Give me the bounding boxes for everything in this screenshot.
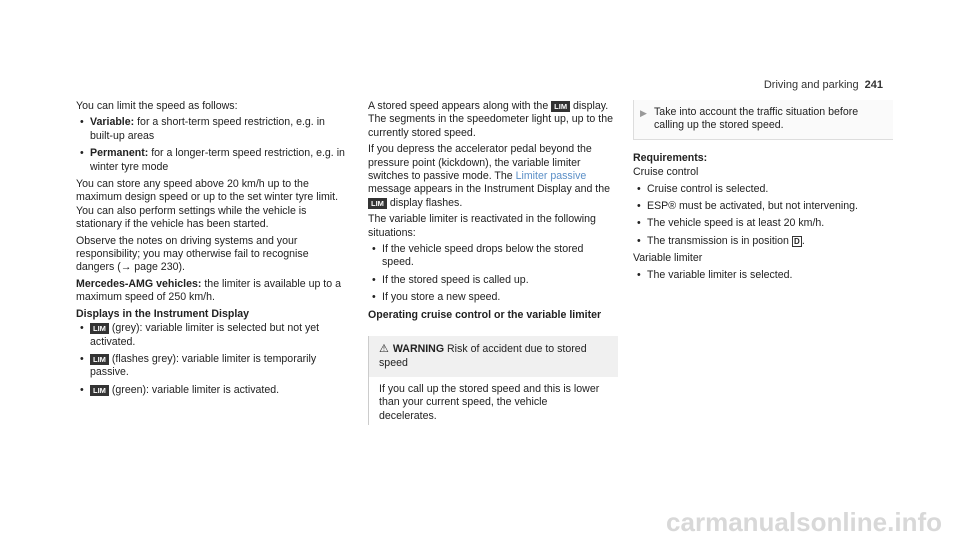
list-item: • LIM (green): variable limiter is activated. <box>76 384 346 397</box>
situations-list <box>368 243 618 305</box>
warning-body: If you call up the stored speed and this is lower than your current speed, the vehicle decelerates. <box>379 382 600 422</box>
displays-heading: Displays in the Instrument Display <box>76 307 250 320</box>
list-item: • LIM (flashes grey): variable limiter is temporarily passive. <box>76 353 346 380</box>
list-item: • LIM (grey): variable limiter is selected but not yet activated. <box>76 322 346 349</box>
column-3 <box>633 100 893 286</box>
warning-triangle-icon: ⚠ <box>379 343 389 356</box>
list-item: • If the vehicle speed drops below the stored speed. <box>368 243 618 270</box>
displays-list <box>76 322 346 397</box>
warning-header <box>369 336 618 377</box>
note-box <box>633 100 893 140</box>
cruise-control-heading: Cruise control <box>633 166 699 179</box>
note-arrow-icon: ▶ <box>640 108 647 118</box>
store-speed-paragraph: You can store any speed above 20 km/h up to the maximum design speed or up to the set winter tyre limit. You can also perform settings while the vehicle is stationary if the vehicle has been started. <box>76 178 339 231</box>
responsibility-paragraph: Observe the notes on driving systems and your responsibility; you may otherwise fail to recognise dangers (→ page 230). <box>76 234 309 274</box>
lim-icon: LIM <box>90 354 109 365</box>
list-item: • The variable limiter is selected. <box>633 269 893 282</box>
amg-paragraph: Mercedes-AMG vehicles: the limiter is available up to a maximum speed of 250 km/h. <box>76 277 341 304</box>
list-item: • If the stored speed is called up. <box>368 274 618 287</box>
lim-icon: LIM <box>90 385 109 396</box>
list-item: • Permanent: for a longer-term speed restriction, e.g. in winter tyre mode <box>76 147 346 174</box>
kickdown-paragraph: If you depress the accelerator pedal beyond the pressure point (kickdown), the variable limiter switches to passive mode. The Limiter passive message appears in the Instrument Display and the LIM display flashes. <box>368 143 611 209</box>
list-item: • The transmission is in position D . <box>633 235 893 248</box>
list-item: • The vehicle speed is at least 20 km/h. <box>633 217 893 230</box>
note-text: Take into account the traffic situation before calling up the stored speed. <box>654 106 859 132</box>
stored-speed-paragraph: A stored speed appears along with the LIM display. The segments in the speedometer light up, up to the currently stored speed. <box>368 100 613 139</box>
column-2 <box>368 100 618 425</box>
warning-box <box>368 336 618 425</box>
lim-icon: LIM <box>551 101 570 112</box>
page-number: 241 <box>864 79 883 91</box>
variable-limiter-list <box>633 269 893 282</box>
limiter-passive-link[interactable]: Limiter passive <box>515 170 587 183</box>
list-item: • If you store a new speed. <box>368 291 618 304</box>
column-1 <box>76 100 346 401</box>
gear-d-icon: D <box>792 236 802 247</box>
list-item: • Cruise control is selected. <box>633 183 893 196</box>
watermark: carmanualsonline.info <box>666 506 942 537</box>
reactivation-paragraph: The variable limiter is reactivated in the following situations: <box>368 213 596 239</box>
limit-types-list <box>76 116 346 174</box>
page-header <box>764 79 883 92</box>
requirements-heading: Requirements: <box>633 151 708 164</box>
lim-icon: LIM <box>90 323 109 334</box>
section-title: Driving and parking <box>763 79 859 91</box>
warning-title: Risk of accident due to stored speed <box>379 343 587 369</box>
lim-icon: LIM <box>368 198 387 209</box>
cruise-control-list <box>633 183 893 249</box>
list-item: • ESP® must be activated, but not intervening. <box>633 200 893 213</box>
intro-text: You can limit the speed as follows: <box>76 100 238 112</box>
list-item: • Variable: for a short-term speed restriction, e.g. in built-up areas <box>76 116 346 143</box>
warning-label: WARNING <box>392 343 445 356</box>
variable-limiter-heading: Variable limiter <box>633 252 703 265</box>
operating-heading: Operating cruise control or the variable limiter <box>368 308 602 321</box>
